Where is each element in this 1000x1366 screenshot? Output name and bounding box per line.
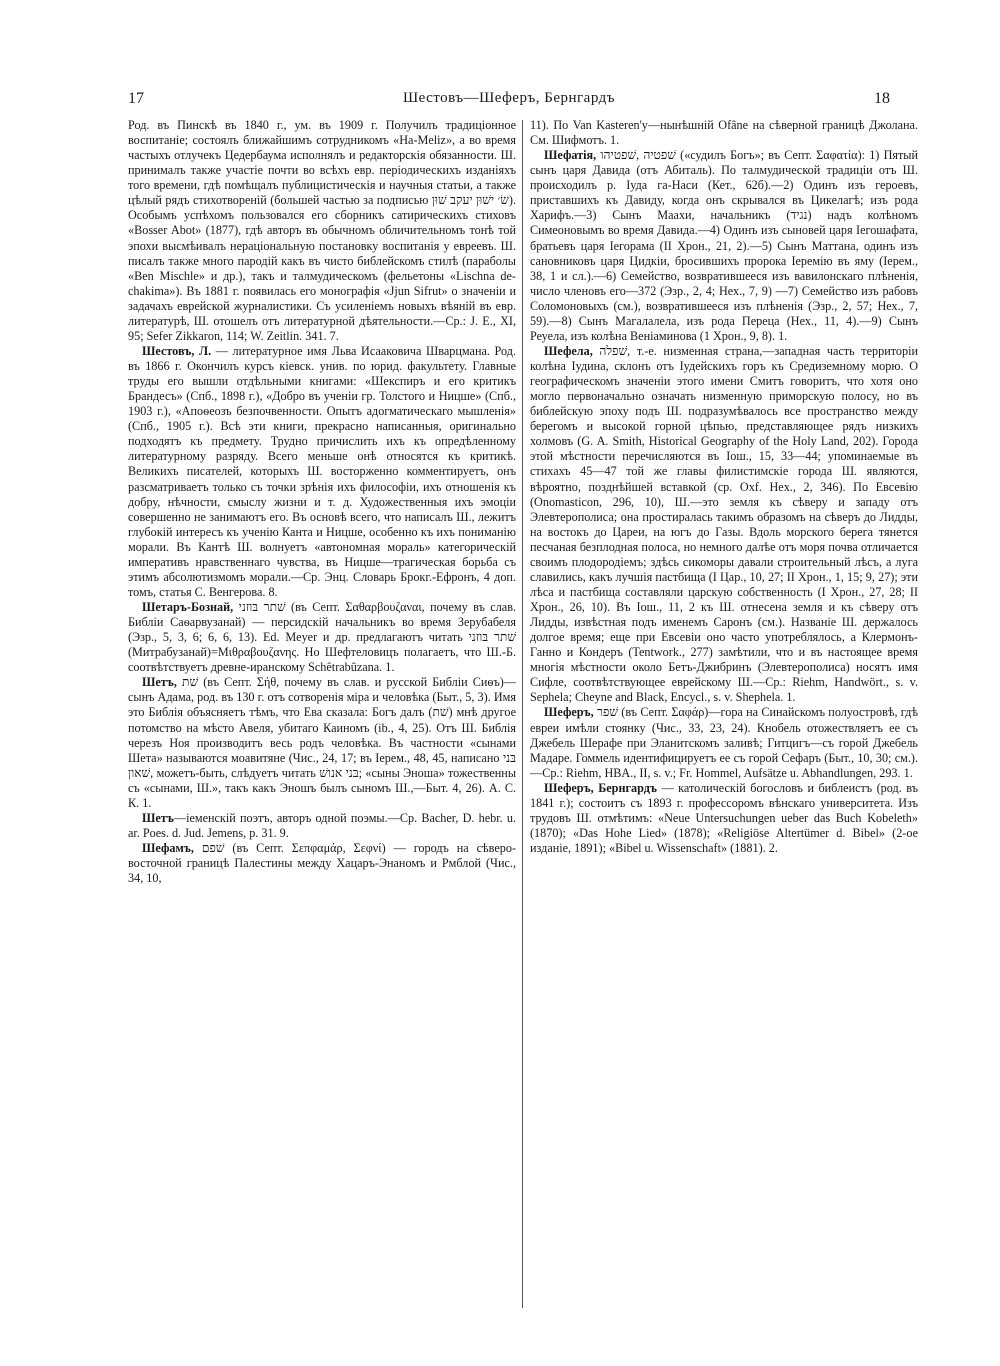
column-divider [522, 120, 523, 1308]
entry-headword: Шетаръ-Бознай, [142, 600, 234, 614]
article-entry [530, 781, 918, 856]
entry-headword: Шефела, [544, 343, 593, 358]
entry-text: — католическій богословъ и библеистъ (род. въ 1841 г.); состоитъ съ 1893 г. профессоромъ вѣнскаго университета. Изъ трудовъ Ш. отмѣтимъ: «Neue Untersuchungen ueber das Buch Kobeleth» (1870); «Das Hohe Lied» (1878); «Religiöse Altertümer d. Bibel» (2-ое изданіе, 1891); «Bibel u. Wissenschaft» (1881). 2. [530, 780, 918, 855]
entry-text: — литературное имя Льва Исааковича Шварцмана. Род. въ 1866 г. Окончилъ курсъ кіевск. унив. по юрид. факультету. Главные труды его вышли отдѣльными книгами: «Шекспиръ и его критикъ Брандесъ» (Спб., 1898 г.), «Добро въ ученіи гр. Толстого и Ницше» (Спб., 1903 г.), «Апоѳеозъ безпочвенности. Опытъ адогматическаго мышленія» (Спб., 1905 г.). Всѣ эти книги, прекрасно написанныя, оригинально подходятъ къ предмету. Трудно причислить ихъ къ опредѣленному литературному разряду. Всего меньше онѣ относятся къ критикѣ. Великихъ писателей, которыхъ Ш. восторженно комментируетъ, онъ разсматриваетъ только съ точки зрѣнія ихъ философіи, ихъ отношенія къ добру, нѣчности, смыслу жизни и т. д. Художественныя ихъ эмоціи совершенно не занимаютъ его. Въ основѣ всего, что написалъ Ш., лежитъ глубокій интересъ къ ученію Канта и Ницше, особенно къ ихъ пониманію морали. Въ Кантѣ Ш. волнуетъ «автономная мораль» категорическій императивъ нравственнаго чувства, въ Ницше—трагическая борьба съ этимъ абсолютизмомъ морали.—Ср. Энц. Словарь Брокг.-Ефронъ, 4 доп. томъ, статья С. Венгерова. 8. [128, 343, 516, 599]
running-title: Шестовъ—Шеферъ, Бернгардъ [402, 90, 616, 106]
right-column [530, 118, 918, 1313]
article-entry [530, 344, 918, 706]
entry-text: שׁפטיה ,שׁפטיהו («судилъ Богъ»; въ Септ. Σαφατία): 1) Пятый сынъ царя Давида (отъ Абиталь). По талмудической традиціи отъ Ш. происходилъ р. Іуда га-Наси (Кет., 62б).—2) Одинъ изъ героевъ, приставшихъ къ Давиду, когда онъ скрывался въ Цикелагѣ; изъ рода Харифъ.—3) Сынъ Маахи, начальникъ (נגיד) надъ колѣномъ Симеоновымъ во время Давида.—4) Одинъ изъ сыновей царя Іегошафата, братьевъ царя Іегорама (II Хрон., 21, 2).—5) Сынъ Маттана, одинъ изъ сановниковъ царя Цидкіи, бросившихъ пророка Іеремію въ яму (Іерем., 38, 1 и сл.).—6) Семейство, возвратившееся изъ вавилонскаго плѣненія, число членовъ его—372 (Эзр., 2, 4; Нех., 7, 9) —7) Семейство изъ рабовъ Соломоновыхъ (см.), возвратившееся изъ плѣненія (Эзр., 2, 57; Нех., 7, 59).—8) Сынъ Магалалела, изъ рода Переца (Нех., 11, 4).—9) Сынъ Реуела, изъ колѣна Веніаминова (1 Хрон., 9, 8). 1. [530, 148, 918, 343]
entry-headword: Шеферъ, [544, 705, 594, 720]
left-column [128, 118, 516, 1313]
article-entry [128, 675, 516, 811]
article-entry [128, 118, 516, 344]
page-number-right: 18 [874, 90, 890, 107]
article-entry [128, 841, 516, 886]
article-entry [128, 811, 516, 841]
entry-text: Род. въ Пинскѣ въ 1840 г., ум. въ 1909 г. Получилъ традиціонное воспитаніе; состоялъ ближайшимъ сотрудникомъ «Ha-Meliz», а во время частыхъ отлучекъ Цедербаума исполнялъ и редакторскія обязанности. Ш. принималъ также участіе почти во всѣхъ евр. періодическихъ изданіяхъ того времени, гдѣ помѣщалъ публицистическія и научныя статьи, а также цѣлый рядъ стихотвореній (большей частью за подписью שׂ׳ ישׁוּן יעקב שׁוּן). Особымъ успѣхомъ пользовался его сборникъ сатирическихъ стиховъ «Bosser Abot» (1877), гдѣ авторъ въ обычномъ обличительномъ тонѣ той эпохи высмѣивалъ нераціональную постановку воспитанія у евреевъ. Ш. писалъ также много пародій какъ въ чисто библейскомъ стилѣ (параболы «Ben Mischle» и др.), такъ и талмудическомъ (фельетоны «Lischna de-chakima»). Въ 1881 г. появилась его монографія «Jjun Sifrut» о значеніи и задачахъ еврейской журналистики. Съ усиленіемъ новыхъ вѣяній въ евр. литературѣ, Ш. отошелъ отъ литературной дѣятельности.—Ср.: J. E., XI, 95; Sefer Zikkaron, 114; W. Zeitlin. 341. 7. [128, 118, 516, 343]
entry-text: 11). По Van Kasteren'у—нынѣшній Ofâne на сѣверной границѣ Джолана. См. Шифмотъ. 1. [530, 118, 918, 148]
entry-headword: Шефамъ, [142, 841, 194, 855]
entry-text: שׁתר בּוזני (въ Септ. Σαθαρβουζαναι, почему въ слав. Библіи Саѳарвузанай) — персидскій начальникъ во время Зерубабеля (Эзр., 5, 3, 6; 6, 6, 13). Ed. Meyer и др. предлагаютъ читать שׁתר בּוזני (Митрабузанай)=Μιθραβουζανης. Но Шефтеловицъ полагаетъ, что Ш.-Б. соотвѣтствуетъ древне-иранскому Schêtrabûzana. 1. [128, 600, 516, 675]
entry-text: שׁפלה, т.-е. низменная страна,—западная часть территоріи колѣна Іудина, склонъ отъ Іудейскихъ горъ къ Средиземному морю. О географическомъ значеніи этого имени Смитъ говоритъ, что хотя оно могло первоначально означать низменную приморскую полосу, но въ библейскую эпоху подъ Ш. подразумѣвалось все пространство между берегомъ и высокой горной цѣпью, представляющее рядъ низкихъ холмовъ (G. A. Smith, Historical Geography of the Holy Land, 202). Города этой мѣстности перечисляются въ Іош., 15, 33—44; упоминаемые въ стихахъ 45—47 той же главы филистимскіе города Ш. являются, вѣроятно, позднѣйшей вставкой (ср. Oxf. Hex., 2, 346). По Евсевію (Onomasticon, 296, 10), Ш.—это земля къ сѣверу и западу отъ Элевтерополиса; она простиралась такимъ образомъ на сѣверъ до Лидды, на востокъ до Цареи, на югъ до Газы. Вдоль морского берега тянется песчаная безплодная полоса, но немного далѣе отъ моря почва отличается своимъ плодородіемъ; здѣсь сикоморы давали строительный лѣсъ, а луга славились, какъ лучшія пастбища (I Цар., 10, 27; II Хрон., 1, 15; 9, 27); эти лѣса и пастбища составляли царскую собственность (I Хрон., 27, 28; II Хрон., 26, 10). Въ Іош., 11, 2 къ Ш. отнесена земля и къ сѣверу отъ Лидды, извѣстная подъ именемъ Саронъ (см.). Названіе Ш. держалось долгое время; еще при Евсевіи оно часто употреблялось, а Клермонъ-Ганно и Кондеръ (Tentwork., 277) замѣтили, что и въ настоящее время многія мѣстности около Бетъ-Джибринъ (Элевтерополиса) носятъ имя Сифле, соотвѣтствующее еврейскому Ш.—Ср.: Riehm, Handwört., s. v. Sephela; Cheyne and Black, Encycl., s. v. Shephela. 1. [530, 343, 918, 705]
entry-headword: Шестовъ, Л. [142, 343, 212, 358]
article-entry [128, 600, 516, 675]
entry-text: —іеменскій поэтъ, авторъ одной поэмы.—Ср. Bacher, D. hebr. u. ar. Poes. d. Jud. Jemens, p. 31. 9. [128, 810, 516, 840]
article-entry [128, 344, 516, 600]
article-entry [530, 148, 918, 344]
page-number-left: 17 [128, 90, 144, 107]
entry-text: שׁפם (въ Септ. Σεπφαμάρ, Σεφνί) — городъ на сѣверо-восточной границѣ Палестины между Хацаръ-Энаномъ и Рмблой (Чис., 34, 10, [128, 841, 516, 886]
entry-headword: Шеферъ, Бернгардъ [544, 780, 657, 795]
article-entry [530, 705, 918, 780]
entry-headword: Шетъ, [142, 675, 177, 690]
entry-text: שׁפר (въ Септ. Σαφάρ)—гора на Синайскомъ полуостровѣ, гдѣ евреи имѣли стоянку (Чис., 33, 23, 24). Кнобель отожествляетъ ее съ Джебель Шерафе при Эланитскомъ заливѣ; Гитцигъ—съ горой Джебель Мадаре. Гоммель идентифицируетъ ее съ горой Сефаръ (Быт., 10, 30; см.).—Ср.: Riehm, HBA., II, s. v.; Fr. Hommel, Aufsätze u. Abhandlungen, 293. 1. [530, 705, 918, 780]
article-entry [530, 118, 918, 148]
entry-headword: Шефатія, [544, 148, 597, 163]
page-header [128, 90, 890, 114]
entry-headword: Шетъ [142, 810, 174, 825]
entry-text: שׁת (въ Септ. Σήθ, почему въ слав. и русской Библіи Сиѳъ)—сынъ Адама, род. въ 130 г. отъ сотворенія міра и человѣка (Быт., 5, 3). Имя это Библія объясняетъ тѣмъ, что Ева сказала: Богъ далъ (שׁת) мнѣ другое потомство на мѣсто Авеля, убитаго Каиномъ (ib., 4, 25). Отъ Ш. Библія черезъ Ноя производитъ весь родъ человѣка. Въ частности «сынами Шета» называются моавитяне (Чис., 24, 17; въ Іерем., 48, 45, написано בּני שׁאון, можетъ-быть, слѣдуетъ читать בּני אנושׁ; «сыны Эноша» тожественны съ «сынами, Ш.», такъ какъ Эношъ былъ сыномъ Ш.,—Быт. 4, 26). А. С. К. 1. [128, 675, 516, 810]
